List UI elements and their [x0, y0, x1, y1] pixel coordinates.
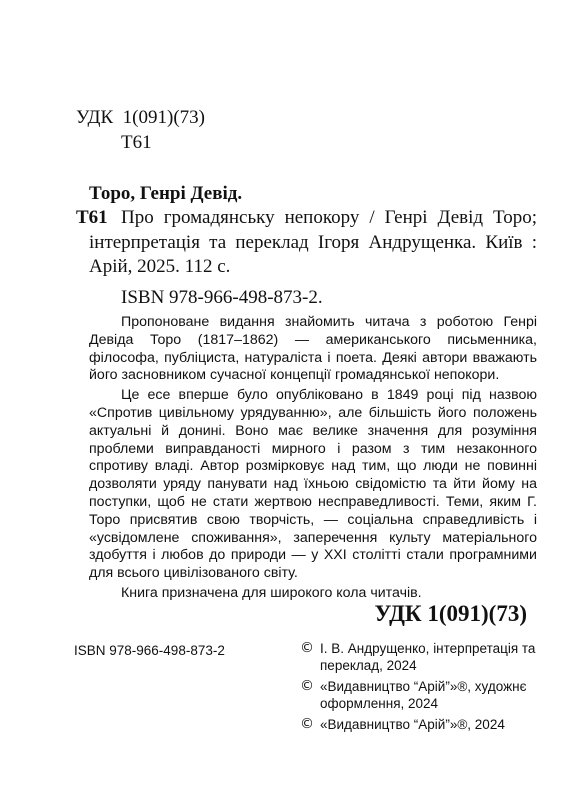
udk-code-large: УДК 1(091)(73) — [374, 601, 527, 626]
annotation-paragraph: Це есе вперше було опубліковано в 1849 році під назвою «Спротив цивільному урядуванню», але більшість його положень актуальні й донині. Воно має велике значення для розуміння проблеми виправданості мирного і разом з тим незаконного спротиву владі. Автор розмірковує над тим, що люди не повинні дозволяти уряду панувати над їхньою свідомістю та йти йому на поступки, щоб не стати жертвою несправедливості. Теми, яким Г. Торо присвятив свою творчість, — соціальна справедливість і «усвідомлене споживання», заперечення культу матеріального здобуття і любов до природи — у ХХІ столітті стали програмними для всього цивілізованого світу. — [89, 387, 537, 582]
author-sign-top: Т61 — [121, 132, 152, 153]
isbn-footer: ISBN 978-966-498-873-2 — [74, 643, 225, 658]
copyright-text: «Видавництво “Арій”»®, 2024 — [320, 717, 505, 732]
copyright-icon: © — [300, 678, 314, 694]
copyright-item — [300, 640, 540, 674]
bibliographic-title: Про громадянську непокору / Генрі Девід Торо; інтерпретація та переклад Ігоря Андрущенка. Київ : Арій, 2025. 112 с. — [89, 207, 537, 277]
annotation-paragraph: Пропоноване видання знайомить читача з роботою Генрі Девіда Торо (1817–1862) — американського письменника, філософа, публіциста, натураліста і поета. Деякі автори вважають його засновником сучасної концепції громадянської непокори. — [89, 314, 537, 384]
copyright-icon: © — [300, 640, 314, 656]
author-sign: Т61 — [76, 207, 108, 228]
udk-code-top: УДК 1(091)(73) — [76, 107, 205, 128]
isbn-catalog: ISBN 978-966-498-873-2. — [121, 287, 323, 308]
copyright-icon: © — [300, 716, 314, 732]
annotation-paragraph: Книга призначена для широкого кола читачів. — [121, 584, 422, 601]
annotation — [89, 314, 537, 603]
copyright-list — [300, 640, 540, 737]
copyright-text: І. В. Андрущенко, інтерпретація та переклад, 2024 — [320, 641, 536, 673]
author-heading: Торо, Генрі Девід. — [89, 183, 243, 204]
copyright-item — [300, 678, 540, 712]
copyright-text: «Видавництво “Арій”»®, художнє оформлення, 2024 — [320, 679, 527, 711]
copyright-item — [300, 716, 540, 733]
